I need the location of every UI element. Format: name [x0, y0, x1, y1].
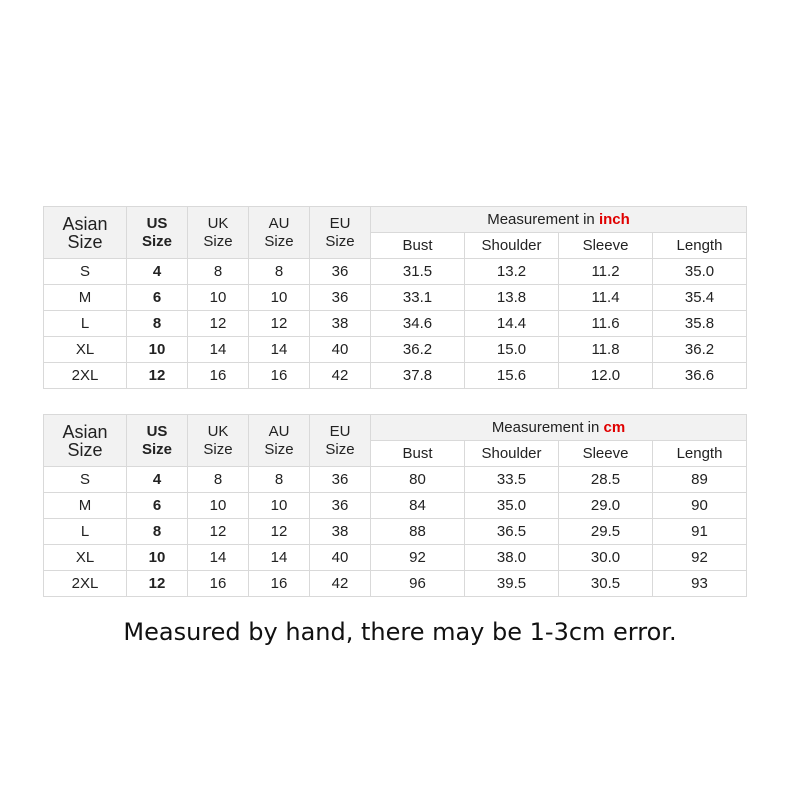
- sleeve-header: Sleeve: [559, 233, 653, 259]
- header-row: [44, 207, 747, 233]
- sleeve-header: Sleeve: [559, 441, 653, 467]
- au-size-cell: 12: [249, 519, 310, 545]
- length-header: Length: [653, 441, 747, 467]
- us-size-cell: 10: [127, 337, 188, 363]
- asian-size-cell: S: [44, 467, 127, 493]
- bust-header: Bust: [371, 441, 465, 467]
- size-chart-cm-table: [43, 414, 747, 597]
- table-row: [44, 493, 747, 519]
- bust-cell: 92: [371, 545, 465, 571]
- shoulder-cell: 33.5: [465, 467, 559, 493]
- shoulder-cell: 38.0: [465, 545, 559, 571]
- eu-size-cell: 40: [310, 337, 371, 363]
- bust-cell: 36.2: [371, 337, 465, 363]
- shoulder-cell: 36.5: [465, 519, 559, 545]
- measurement-prefix: Measurement in: [491, 418, 604, 436]
- shoulder-cell: 35.0: [465, 493, 559, 519]
- bust-cell: 80: [371, 467, 465, 493]
- asian-size-header: Asian Size: [44, 415, 127, 467]
- length-cell: 36.2: [653, 337, 747, 363]
- eu-size-cell: 36: [310, 467, 371, 493]
- asian-size-cell: XL: [44, 545, 127, 571]
- measurement-title: [371, 207, 747, 233]
- measurement-title: [371, 415, 747, 441]
- length-cell: 90: [653, 493, 747, 519]
- asian-size-cell: 2XL: [44, 571, 127, 597]
- length-cell: 35.0: [653, 259, 747, 285]
- header-row: [44, 415, 747, 441]
- us-size-cell: 10: [127, 545, 188, 571]
- eu-size-header: EU Size: [310, 207, 371, 259]
- au-size-cell: 14: [249, 545, 310, 571]
- asian-size-cell: L: [44, 519, 127, 545]
- length-cell: 93: [653, 571, 747, 597]
- eu-size-cell: 42: [310, 363, 371, 389]
- table-row: [44, 519, 747, 545]
- shoulder-cell: 13.2: [465, 259, 559, 285]
- shoulder-cell: 15.0: [465, 337, 559, 363]
- uk-size-cell: 8: [188, 259, 249, 285]
- table-row: [44, 259, 747, 285]
- table-row: [44, 285, 747, 311]
- us-size-header: US Size: [127, 415, 188, 467]
- shoulder-cell: 13.8: [465, 285, 559, 311]
- au-size-cell: 14: [249, 337, 310, 363]
- eu-size-cell: 40: [310, 545, 371, 571]
- uk-size-cell: 14: [188, 337, 249, 363]
- sleeve-cell: 12.0: [559, 363, 653, 389]
- sleeve-cell: 30.0: [559, 545, 653, 571]
- length-header: Length: [653, 233, 747, 259]
- sleeve-cell: 29.5: [559, 519, 653, 545]
- bust-cell: 31.5: [371, 259, 465, 285]
- us-size-cell: 8: [127, 519, 188, 545]
- table-row: [44, 545, 747, 571]
- eu-size-cell: 38: [310, 311, 371, 337]
- sleeve-cell: 28.5: [559, 467, 653, 493]
- length-cell: 35.8: [653, 311, 747, 337]
- shoulder-cell: 39.5: [465, 571, 559, 597]
- bust-header: Bust: [371, 233, 465, 259]
- bust-cell: 96: [371, 571, 465, 597]
- uk-size-cell: 14: [188, 545, 249, 571]
- bust-cell: 88: [371, 519, 465, 545]
- au-size-cell: 8: [249, 259, 310, 285]
- unit-label: cm: [603, 418, 626, 436]
- uk-size-cell: 8: [188, 467, 249, 493]
- uk-size-header: UK Size: [188, 415, 249, 467]
- uk-size-cell: 10: [188, 493, 249, 519]
- measurement-note: Measured by hand, there may be 1-3cm error.: [123, 618, 677, 646]
- shoulder-header: Shoulder: [465, 233, 559, 259]
- measurement-prefix: Measurement in: [487, 210, 599, 228]
- asian-size-header: Asian Size: [44, 207, 127, 259]
- length-cell: 91: [653, 519, 747, 545]
- eu-size-cell: 38: [310, 519, 371, 545]
- asian-size-cell: M: [44, 493, 127, 519]
- au-size-cell: 16: [249, 363, 310, 389]
- us-size-cell: 4: [127, 259, 188, 285]
- shoulder-cell: 15.6: [465, 363, 559, 389]
- uk-size-cell: 12: [188, 311, 249, 337]
- uk-size-header: UK Size: [188, 207, 249, 259]
- asian-size-cell: 2XL: [44, 363, 127, 389]
- length-cell: 89: [653, 467, 747, 493]
- us-size-cell: 12: [127, 363, 188, 389]
- asian-size-cell: M: [44, 285, 127, 311]
- length-cell: 35.4: [653, 285, 747, 311]
- uk-size-cell: 10: [188, 285, 249, 311]
- table-row: [44, 571, 747, 597]
- table-row: [44, 363, 747, 389]
- table-row: [44, 311, 747, 337]
- table-row: [44, 467, 747, 493]
- bust-cell: 34.6: [371, 311, 465, 337]
- unit-label: inch: [598, 210, 630, 228]
- bust-cell: 84: [371, 493, 465, 519]
- au-size-cell: 16: [249, 571, 310, 597]
- au-size-cell: 10: [249, 493, 310, 519]
- shoulder-header: Shoulder: [465, 441, 559, 467]
- asian-size-cell: L: [44, 311, 127, 337]
- sleeve-cell: 11.4: [559, 285, 653, 311]
- us-size-cell: 4: [127, 467, 188, 493]
- eu-size-header: EU Size: [310, 415, 371, 467]
- bust-cell: 37.8: [371, 363, 465, 389]
- length-cell: 36.6: [653, 363, 747, 389]
- sleeve-cell: 11.8: [559, 337, 653, 363]
- au-size-header: AU Size: [249, 207, 310, 259]
- sleeve-cell: 11.6: [559, 311, 653, 337]
- length-cell: 92: [653, 545, 747, 571]
- au-size-cell: 10: [249, 285, 310, 311]
- uk-size-cell: 12: [188, 519, 249, 545]
- eu-size-cell: 36: [310, 493, 371, 519]
- us-size-header: US Size: [127, 207, 188, 259]
- table-row: [44, 337, 747, 363]
- us-size-cell: 8: [127, 311, 188, 337]
- us-size-cell: 12: [127, 571, 188, 597]
- asian-size-cell: S: [44, 259, 127, 285]
- eu-size-cell: 42: [310, 571, 371, 597]
- us-size-cell: 6: [127, 493, 188, 519]
- sleeve-cell: 11.2: [559, 259, 653, 285]
- eu-size-cell: 36: [310, 285, 371, 311]
- uk-size-cell: 16: [188, 363, 249, 389]
- asian-size-cell: XL: [44, 337, 127, 363]
- us-size-cell: 6: [127, 285, 188, 311]
- shoulder-cell: 14.4: [465, 311, 559, 337]
- sleeve-cell: 29.0: [559, 493, 653, 519]
- sleeve-cell: 30.5: [559, 571, 653, 597]
- uk-size-cell: 16: [188, 571, 249, 597]
- size-chart-inch-table: [43, 206, 747, 389]
- au-size-cell: 8: [249, 467, 310, 493]
- au-size-cell: 12: [249, 311, 310, 337]
- bust-cell: 33.1: [371, 285, 465, 311]
- eu-size-cell: 36: [310, 259, 371, 285]
- au-size-header: AU Size: [249, 415, 310, 467]
